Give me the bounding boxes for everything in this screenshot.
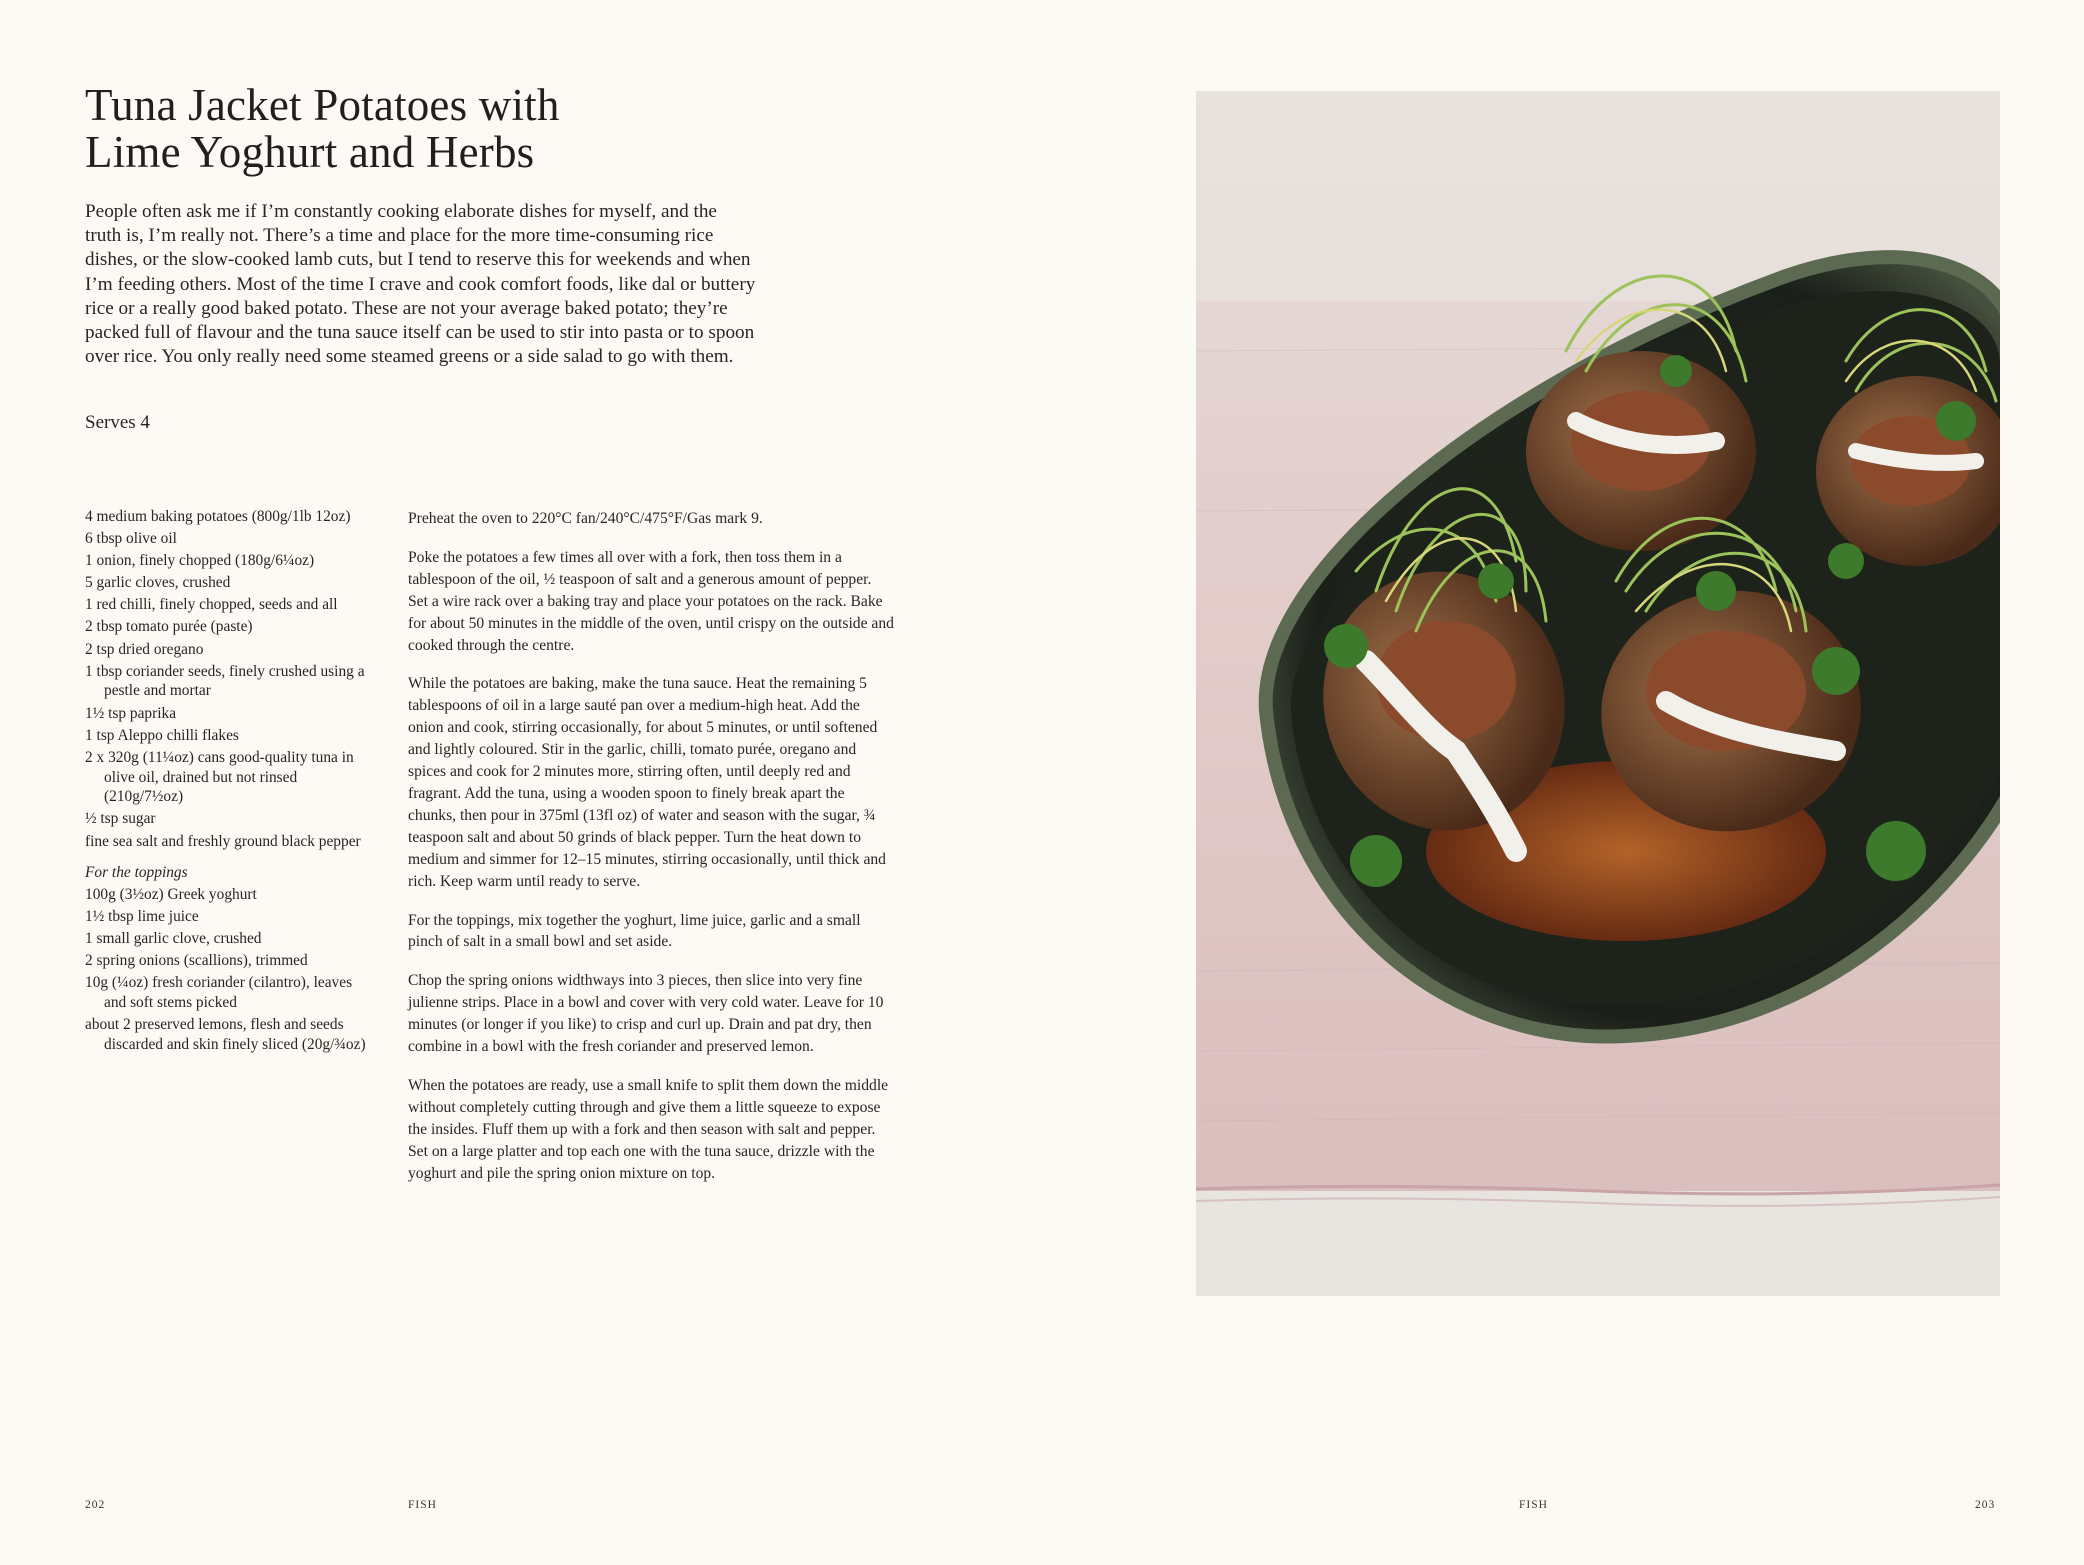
topping-ingredients bbox=[85, 885, 370, 1055]
method-step: Chop the spring onions widthways into 3 pieces, then slice into very fine julienne strips. Place in a bowl and cover with very cold water. Leave for 10 minutes (or longer if you like) to crisp and curl up. Drain and pat dry, then combine in a bowl with the fresh coriander and preserved lemon. bbox=[408, 972, 884, 1056]
method-step: For the toppings, mix together the yoghurt, lime juice, garlic and a small pinch of salt in a small bowl and set aside. bbox=[408, 911, 861, 951]
serves-count: Serves 4 bbox=[85, 412, 150, 433]
ingredients-list bbox=[85, 507, 370, 1057]
ingredient-item: 1 red chilli, finely chopped, seeds and all bbox=[85, 596, 338, 614]
method-steps bbox=[408, 508, 894, 1201]
method-step: When the potatoes are ready, use a small knife to split them down the middle without completely cutting through and give them a little squeeze to expose the insides. Fluff them up with a fork and then season with salt and pepper. Set on a large platter and top each one with the tuna sauce, drizzle with the yoghurt and pile the spring onion mixture on top. bbox=[408, 1076, 889, 1182]
left-page-number: 202 bbox=[85, 1499, 106, 1511]
ingredient-item: 4 medium baking potatoes (800g/1lb 12oz) bbox=[85, 508, 351, 525]
method-step: Poke the potatoes a few times all over with a fork, then toss them in a tablespoon of the oil, ½ teaspoon of salt and a generous amount of pepper. Set a wire rack over a baking tray and place your potatoes on the rack. Bake for about 50 minutes in the middle of the oven, until crispy on the outside and cooked through the centre. bbox=[408, 548, 894, 654]
toppings-heading: For the toppings bbox=[85, 864, 188, 882]
ingredient-item: 1½ tsp paprika bbox=[85, 704, 177, 722]
topping-item: about 2 preserved lemons, flesh and seeds discarded and skin finely sliced (20g/¾oz) bbox=[85, 1016, 366, 1054]
recipe-intro: People often ask me if I’m constantly cooking elaborate dishes for myself, and the truth is, I’m really not. There’s a time and place for the more time-consuming rice dishes, or the slow-cooked lamb cuts, but I tend to reserve this for weekends and when I’m feeding others. Most of the time I crave and cook comfort foods, like dal or buttery rice or a really good baked potato. These are not your average baked potato; they’re packed full of flavour and the tuna sauce itself can be used to stir into pasta or to spoon over rice. You only really need some steamed greens or a side salad to go with them. bbox=[85, 201, 756, 368]
ingredient-item: fine sea salt and freshly ground black pepper bbox=[85, 832, 361, 850]
main-ingredients bbox=[85, 507, 370, 851]
right-section-label: FISH bbox=[1519, 1499, 1548, 1511]
topping-item: 1½ tbsp lime juice bbox=[85, 908, 199, 926]
recipe-title bbox=[85, 82, 805, 176]
ingredient-item: 5 garlic cloves, crushed bbox=[85, 574, 231, 592]
ingredient-item: 1 onion, finely chopped (180g/6¼oz) bbox=[85, 552, 315, 570]
method-step: While the potatoes are baking, make the tuna sauce. Heat the remaining 5 tablespoons of oil in a large sauté pan over a medium-high heat. Add the onion and cook, stirring occasionally, for about 5 minutes, or until softened and lightly coloured. Stir in the garlic, chilli, tomato purée, oregano and spices and cook for 2 minutes more, stirring often, until deeply red and fragrant. Add the tuna, using a wooden spoon to finely break apart the chunks, then pour in 375ml (13fl oz) of water and season with the sugar, ¾ teaspoon salt and about 50 grinds of black pepper. Turn the heat down to medium and simmer for 12–15 minutes, stirring occasionally, until thick and rich. Keep warm until ready to serve. bbox=[408, 675, 886, 890]
ingredient-item: 2 tsp dried oregano bbox=[85, 640, 204, 658]
ingredient-item: 1 tsp Aleppo chilli flakes bbox=[85, 726, 239, 744]
topping-item: 2 spring onions (scallions), trimmed bbox=[85, 952, 308, 970]
ingredient-item: 2 x 320g (11¼oz) cans good-quality tuna in olive oil, drained but not rinsed (210g/7½oz) bbox=[85, 748, 354, 806]
ingredient-item: 1 tbsp coriander seeds, finely crushed using a pestle and mortar bbox=[85, 662, 365, 700]
method-step: Preheat the oven to 220°C fan/240°C/475°F/Gas mark 9. bbox=[408, 510, 763, 527]
topping-item: 10g (¼oz) fresh coriander (cilantro), leaves and soft stems picked bbox=[85, 974, 353, 1012]
recipe-title-line-2: Lime Yoghurt and Herbs bbox=[85, 127, 535, 177]
topping-item: 100g (3½oz) Greek yoghurt bbox=[85, 886, 257, 904]
food-photo-icon bbox=[1196, 91, 2000, 1296]
recipe-title-line-1: Tuna Jacket Potatoes with bbox=[85, 80, 560, 130]
right-page-number: 203 bbox=[1975, 1499, 1996, 1511]
topping-item: 1 small garlic clove, crushed bbox=[85, 930, 262, 948]
ingredient-item: ½ tsp sugar bbox=[85, 810, 156, 828]
ingredient-item: 2 tbsp tomato purée (paste) bbox=[85, 618, 253, 636]
ingredient-item: 6 tbsp olive oil bbox=[85, 530, 177, 548]
left-section-label: FISH bbox=[408, 1499, 437, 1511]
